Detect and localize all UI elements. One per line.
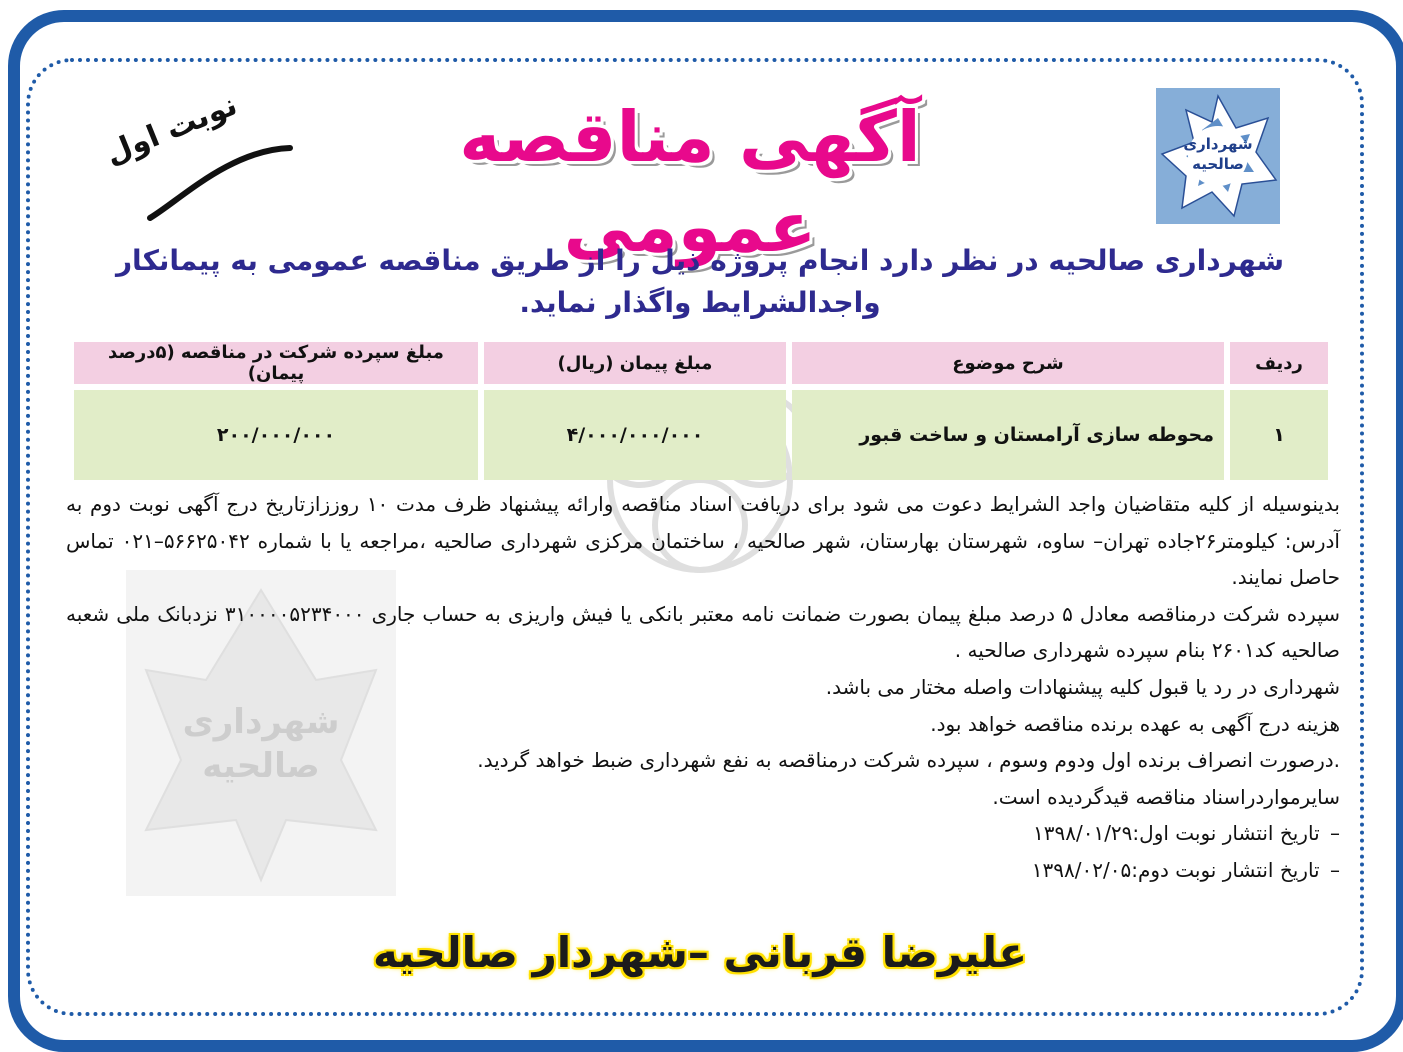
body-paragraph-cost: هزینه درج آگهی به عهده برنده مناقصه خواهد بود. bbox=[930, 711, 1340, 736]
body-paragraph-deposit: سپرده شرکت درمناقصه معادل ۵ درصد مبلغ پیمان بصورت ضمانت نامه معتبر بانکی یا فیش واریزی به حساب جاری ۳۱۰۰۰۰۵۲۳۴۰۰۰ نزدبانک ملی شعبه صالحیه کد۲۶۰۱ بنام سپرده شهرداری صالحیه . bbox=[66, 601, 1341, 663]
cell-deposit-amount: ۲۰۰/۰۰۰/۰۰۰ bbox=[74, 384, 478, 480]
body-paragraph-rights: شهرداری در رد یا قبول کلیه پیشنهادات واصله مختار می باشد. bbox=[825, 674, 1340, 699]
publish-date-first bbox=[66, 815, 1340, 852]
table-row bbox=[74, 384, 1328, 480]
dash: – bbox=[1330, 821, 1340, 846]
intro-text: شهرداری صالحیه در نظر دارد انجام پروژه ذیل را از طریق مناقصه عمومی به پیمانکار واجدالشرایط واگذار نماید. bbox=[115, 244, 1285, 319]
watermark-logo-text: شهرداری صالحیه bbox=[182, 702, 340, 786]
logo-text: شهرداری صالحیه bbox=[1183, 135, 1253, 173]
signature: علیرضا قربانی –شهردار صالحیه bbox=[372, 928, 1028, 977]
header-subject: شرح موضوع bbox=[792, 342, 1224, 384]
cell-subject: محوطه سازی آرامستان و ساخت قبور bbox=[792, 384, 1224, 480]
body-paragraph-invitation: بدینوسیله از کلیه متقاضیان واجد الشرایط دعوت می شود برای دریافت اسناد مناقصه وارائه پیشنهاد ظرف مدت ۱۰ روززازتاریخ درج آگهی نوبت دوم به آدرس: کیلومتر۲۶جاده تهران– ساوه، شهرستان بهارستان، شهر صالحیه ، ساختمان مرکزی شهرداری صالحیه ،مراجعه یا با شماره ۵۶۶۲۵۰۴۲–۰۲۱ تماس حاصل نمایند. bbox=[66, 492, 1340, 590]
header-row-number: ردیف bbox=[1230, 342, 1328, 384]
header-deposit-amount: مبلغ سپرده شرکت در مناقصه (۵درصد پیمان) bbox=[74, 342, 478, 384]
dash: – bbox=[1330, 857, 1340, 882]
round-underline-stroke bbox=[140, 130, 300, 230]
body-paragraph-other: سایرمواردراسناد مناقصه قیدگردیده است. bbox=[992, 784, 1340, 809]
municipality-logo bbox=[1156, 88, 1280, 224]
header-contract-amount: مبلغ پیمان (ریال) bbox=[484, 342, 786, 384]
cell-row-number: ۱ bbox=[1230, 384, 1328, 480]
tender-table bbox=[68, 342, 1334, 480]
page-title: آگهی مناقصه عمومی bbox=[459, 96, 921, 268]
body-paragraph-withdrawal: .درصورت انصراف برنده اول ودوم وسوم ، سپرده شرکت درمناقصه به نفع شهرداری ضبط خواهد گردید. bbox=[477, 748, 1340, 773]
publish-date-second bbox=[66, 852, 1340, 889]
publish-date-first-text: تاریخ انتشار نوبت اول:۱۳۹۸/۰۱/۲۹ bbox=[1033, 821, 1320, 846]
round-label: نوبت اول bbox=[100, 87, 243, 172]
announcement-body bbox=[66, 486, 1340, 889]
table-header-row bbox=[74, 342, 1328, 384]
publish-date-second-text: تاریخ انتشار نوبت دوم:۱۳۹۸/۰۲/۰۵ bbox=[1031, 857, 1320, 882]
cell-contract-amount: ۴/۰۰۰/۰۰۰/۰۰۰ bbox=[484, 384, 786, 480]
